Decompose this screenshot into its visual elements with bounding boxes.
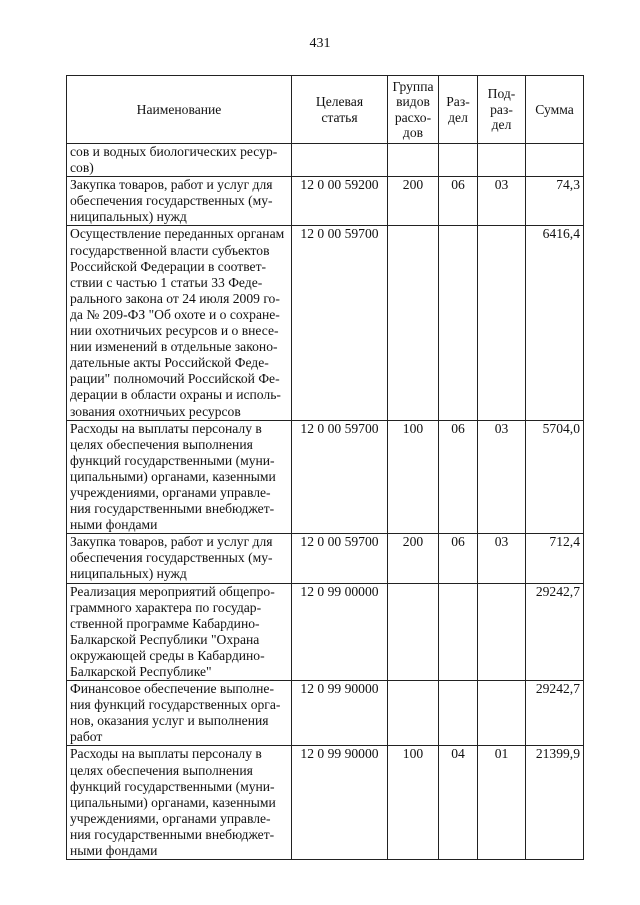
table-body xyxy=(67,144,584,860)
row-sum: 6416,4 xyxy=(526,226,584,420)
row-sum: 29242,7 xyxy=(526,681,584,746)
row-name: Закупка товаров, работ и услуг для обеспечения государственных (му- ниципальных) нужд xyxy=(67,534,292,583)
row-target: 12 0 00 59700 xyxy=(292,226,388,420)
header-name: Наименование xyxy=(67,76,292,144)
row-target: 12 0 00 59700 xyxy=(292,534,388,583)
header-target: Целевая статья xyxy=(292,76,388,144)
row-razdel: 06 xyxy=(439,420,478,534)
row-name: Осуществление переданных органам государственной власти субъектов Российской Федерации в соответ- ствии с частью 1 статьи 33 Феде- рального закона от 24 июля 2009 го- да № 209-ФЗ "Об охоте и о сохране- нии охотничьих ресурсов и о внесе- нии изменений в отдельные законо- дательные акты Российской Феде- рации" полномочий Российской Фе- дерации в области охраны и исполь- зования охотничьих ресурсов xyxy=(67,226,292,420)
row-podrazdel: 03 xyxy=(478,177,526,226)
row-razdel: 06 xyxy=(439,534,478,583)
row-podrazdel: 01 xyxy=(478,746,526,860)
row-sum: 74,3 xyxy=(526,177,584,226)
row-group xyxy=(388,226,439,420)
row-group: 100 xyxy=(388,746,439,860)
table-header xyxy=(67,76,584,144)
header-group: Группа видов расхо- дов xyxy=(388,76,439,144)
page-number: 431 xyxy=(309,36,331,51)
row-target: 12 0 99 90000 xyxy=(292,681,388,746)
row-name: Расходы на выплаты персоналу в целях обеспечения выполнения функций государственными (муни- ципальными) органами, казенными учреждениями, органами управле- ния государственными внебюджет- ными фондами xyxy=(67,746,292,860)
row-podrazdel xyxy=(478,681,526,746)
table-row xyxy=(67,144,584,177)
row-name: Расходы на выплаты персоналу в целях обеспечения выполнения функций государственными (муни- ципальными) органами, казенными учреждениями, органами управле- ния государственными внебюджет- ными фондами xyxy=(67,420,292,534)
row-group xyxy=(388,144,439,177)
row-group xyxy=(388,583,439,681)
row-target: 12 0 99 00000 xyxy=(292,583,388,681)
row-target: 12 0 99 90000 xyxy=(292,746,388,860)
header-razdel: Раз- дел xyxy=(439,76,478,144)
row-razdel xyxy=(439,583,478,681)
row-razdel xyxy=(439,681,478,746)
row-name: Финансовое обеспечение выполне- ния функций государственных орга- нов, оказания услуг и выполнения работ xyxy=(67,681,292,746)
row-sum: 5704,0 xyxy=(526,420,584,534)
header-sum: Сумма xyxy=(526,76,584,144)
row-group: 200 xyxy=(388,534,439,583)
table-row xyxy=(67,226,584,420)
row-name: Закупка товаров, работ и услуг для обеспечения государственных (му- ниципальных) нужд xyxy=(67,177,292,226)
table-row xyxy=(67,681,584,746)
row-group: 200 xyxy=(388,177,439,226)
row-name: Реализация мероприятий общепро- граммного характера по государ- ственной программе Кабардино- Балкарской Республики "Охрана окружающей среды в Кабардино- Балкарской Республике" xyxy=(67,583,292,681)
row-sum: 29242,7 xyxy=(526,583,584,681)
row-target: 12 0 00 59200 xyxy=(292,177,388,226)
row-name: сов и водных биологических ресур- сов) xyxy=(67,144,292,177)
row-group xyxy=(388,681,439,746)
row-razdel xyxy=(439,226,478,420)
row-target xyxy=(292,144,388,177)
table-row xyxy=(67,420,584,534)
row-razdel: 04 xyxy=(439,746,478,860)
row-podrazdel: 03 xyxy=(478,420,526,534)
table-row xyxy=(67,177,584,226)
row-podrazdel xyxy=(478,583,526,681)
row-razdel: 06 xyxy=(439,177,478,226)
row-group: 100 xyxy=(388,420,439,534)
row-podrazdel xyxy=(478,226,526,420)
table-row xyxy=(67,583,584,681)
row-sum: 712,4 xyxy=(526,534,584,583)
header-row xyxy=(67,76,584,144)
row-podrazdel: 03 xyxy=(478,534,526,583)
row-sum xyxy=(526,144,584,177)
row-razdel xyxy=(439,144,478,177)
table-row xyxy=(67,534,584,583)
row-sum: 21399,9 xyxy=(526,746,584,860)
table-row xyxy=(67,746,584,860)
budget-table xyxy=(66,75,584,860)
header-podrazdel: Под- раз- дел xyxy=(478,76,526,144)
row-podrazdel xyxy=(478,144,526,177)
row-target: 12 0 00 59700 xyxy=(292,420,388,534)
